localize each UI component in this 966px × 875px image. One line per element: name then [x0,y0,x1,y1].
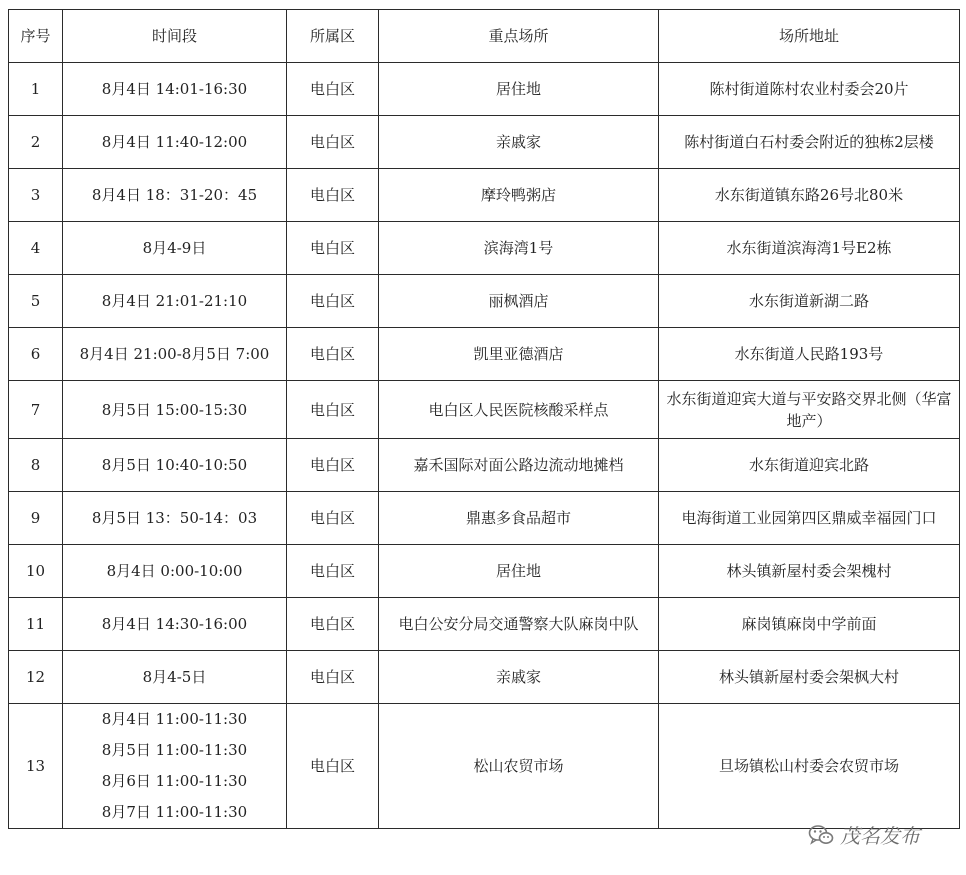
cell-address: 水东街道人民路193号 [659,328,960,381]
cell-place: 鼎惠多食品超市 [379,492,659,545]
cell-place: 居住地 [379,63,659,116]
cell-place: 电白公安分局交通警察大队麻岗中队 [379,598,659,651]
cell-no: 8 [9,439,63,492]
cell-address: 林头镇新屋村委会架槐村 [659,545,960,598]
table-row [9,222,960,275]
cell-no: 13 [9,704,63,829]
header-no: 序号 [9,10,63,63]
cell-place: 居住地 [379,545,659,598]
cell-district: 电白区 [287,63,379,116]
table-row [9,598,960,651]
cell-no: 10 [9,545,63,598]
cell-time: 8月5日 15:00-15:30 [63,381,287,439]
cell-time: 8月4日 14:30-16:00 [63,598,287,651]
time-line: 8月6日 11:00-11:30 [101,772,248,790]
cell-district: 电白区 [287,545,379,598]
cell-place: 嘉禾国际对面公路边流动地摊档 [379,439,659,492]
cell-address: 电海街道工业园第四区鼎威幸福园门口 [659,492,960,545]
cell-no: 1 [9,63,63,116]
cell-district: 电白区 [287,328,379,381]
table-row [9,381,960,439]
cell-district: 电白区 [287,651,379,704]
table-row [9,651,960,704]
cell-place: 电白区人民医院核酸采样点 [379,381,659,439]
cell-time: 8月4日 11:40-12:00 [63,116,287,169]
cell-time [63,704,287,829]
cell-time: 8月4-9日 [63,222,287,275]
watermark-text: 茂名发布 [840,824,920,848]
cell-place: 滨海湾1号 [379,222,659,275]
cell-address: 水东街道新湖二路 [659,275,960,328]
watermark [808,820,920,849]
table-row [9,439,960,492]
cell-address: 水东街道迎宾大道与平安路交界北侧（华富地产） [659,381,960,439]
table-row [9,169,960,222]
table-header-row [9,10,960,63]
cell-time: 8月4日 14:01-16:30 [63,63,287,116]
cell-no: 7 [9,381,63,439]
wechat-icon [808,824,834,846]
cell-district: 电白区 [287,704,379,829]
cell-address: 陈村街道陈村农业村委会20片 [659,63,960,116]
cell-no: 12 [9,651,63,704]
cell-address: 林头镇新屋村委会架枫大村 [659,651,960,704]
cell-no: 5 [9,275,63,328]
cell-time: 8月5日 13：50-14：03 [63,492,287,545]
cell-address: 麻岗镇麻岗中学前面 [659,598,960,651]
cell-address: 水东街道迎宾北路 [659,439,960,492]
cell-time: 8月4日 18：31-20：45 [63,169,287,222]
cell-time: 8月4日 21:01-21:10 [63,275,287,328]
cell-district: 电白区 [287,275,379,328]
cell-place: 亲戚家 [379,116,659,169]
header-address: 场所地址 [659,10,960,63]
cell-address: 旦场镇松山村委会农贸市场 [659,704,960,829]
cell-district: 电白区 [287,116,379,169]
cell-time: 8月5日 10:40-10:50 [63,439,287,492]
cell-district: 电白区 [287,222,379,275]
cell-address: 陈村街道白石村委会附近的独栋2层楼 [659,116,960,169]
cell-address: 水东街道镇东路26号北80米 [659,169,960,222]
cell-time: 8月4日 0:00-10:00 [63,545,287,598]
cell-time: 8月4日 21:00-8月5日 7:00 [63,328,287,381]
cell-place: 摩玲鸭粥店 [379,169,659,222]
time-line: 8月7日 11:00-11:30 [101,803,248,821]
cell-place: 亲戚家 [379,651,659,704]
cell-district: 电白区 [287,598,379,651]
table-row [9,704,960,829]
cell-district: 电白区 [287,492,379,545]
table-row [9,63,960,116]
cell-place: 丽枫酒店 [379,275,659,328]
header-district: 所属区 [287,10,379,63]
cell-no: 6 [9,328,63,381]
header-place: 重点场所 [379,10,659,63]
cell-place: 凯里亚德酒店 [379,328,659,381]
cell-no: 3 [9,169,63,222]
cell-address: 水东街道滨海湾1号E2栋 [659,222,960,275]
cell-district: 电白区 [287,439,379,492]
cell-district: 电白区 [287,381,379,439]
table-row [9,328,960,381]
cell-place: 松山农贸市场 [379,704,659,829]
cell-no: 2 [9,116,63,169]
table-row [9,116,960,169]
cell-no: 4 [9,222,63,275]
time-line: 8月4日 11:00-11:30 [101,710,248,728]
cell-no: 11 [9,598,63,651]
table-row [9,492,960,545]
cell-district: 电白区 [287,169,379,222]
table-row [9,545,960,598]
key-places-table [8,9,960,829]
cell-no: 9 [9,492,63,545]
cell-time: 8月4-5日 [63,651,287,704]
time-line: 8月5日 11:00-11:30 [101,741,248,759]
header-time: 时间段 [63,10,287,63]
table-row [9,275,960,328]
